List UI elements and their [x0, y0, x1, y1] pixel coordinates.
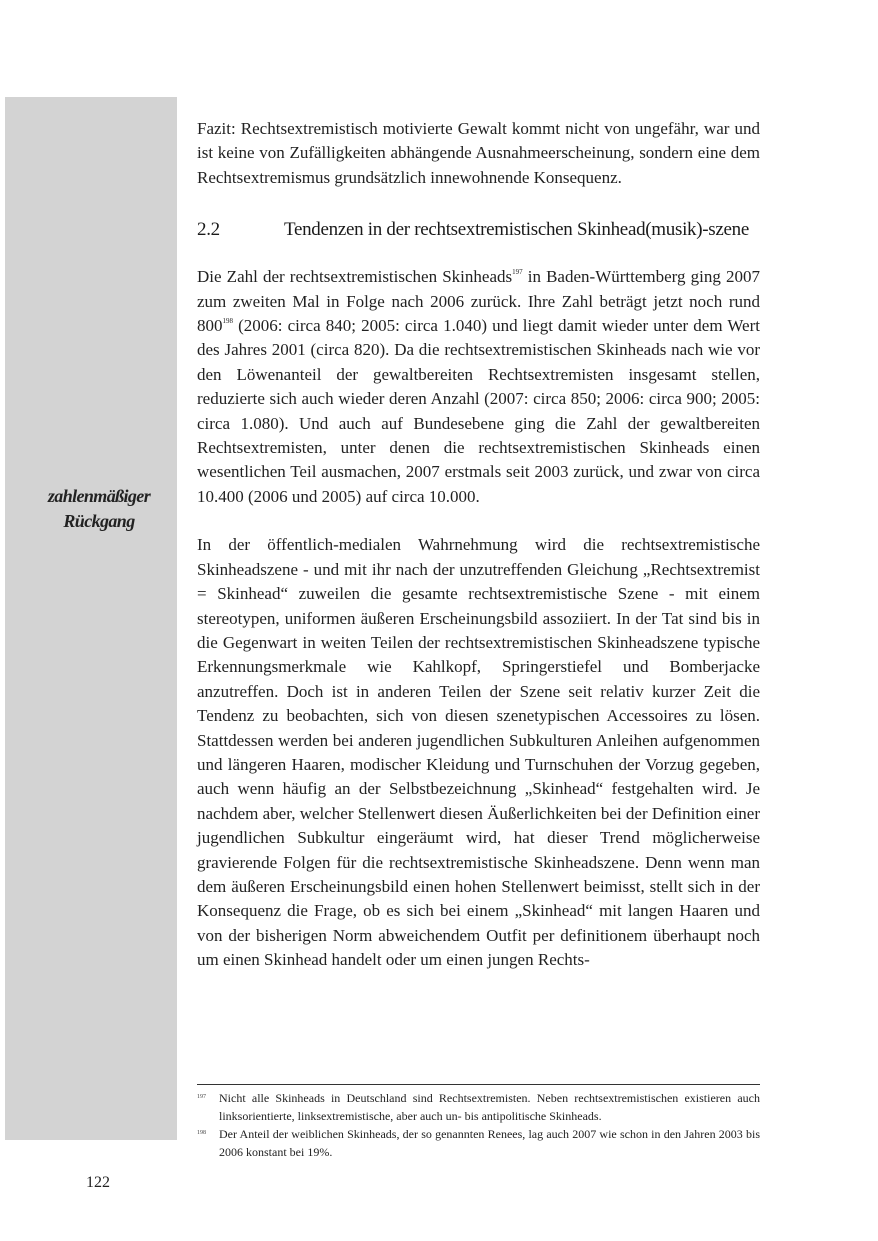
section-heading	[197, 217, 760, 243]
footnote-text: Der Anteil der weiblichen Skinheads, der so genannten Renees, lag auch 2007 wie schon in den Jahren 2003 bis 2006 konstant bei 19%.	[219, 1127, 760, 1159]
paragraph-text-part-1: Die Zahl der rechtsextremistischen Skinheads	[197, 267, 513, 287]
margin-note	[5, 484, 193, 534]
paragraph-text-part-3: (2006: circa 840; 2005: circa 1.040) und liegt damit wieder unter dem Wert des Jahres 2001 (circa 820). Da die rechtsextremistischen Skinheads nach wie vor den Löwenanteil der gewaltbereiten Rechtsextremisten insgesamt stellen, reduzierte sich auch wieder deren Anzahl (2007: circa 850; 2006: circa 900; 2005: circa 1.080). Und auch auf Bundesebene ging die Zahl der gewaltbereiten Rechtsextremisten, unter denen die rechtsextremistischen Skinheads einen wesentlichen Teil ausmachen, 2007 erstmals seit 2003 zurück, und zwar von circa 10.400 (2006 und 2005) auf circa 10.000.	[197, 316, 760, 506]
paragraph-fazit: Fazit: Rechtsextremistisch motivierte Gewalt kommt nicht von ungefähr, war und ist keine von Zufälligkeiten abhängende Ausnahmeerscheinung, sondern eine dem Rechtsextremismus grundsätzlich innewohnende Konsequenz.	[197, 119, 760, 187]
margin-note-line-1: zahlenmäßiger	[47, 486, 151, 506]
footnote-number: 197	[197, 1094, 206, 1100]
margin-band	[5, 97, 177, 1140]
paragraph-appearance: In der öffentlich-medialen Wahrnehmung wird die rechtsextremistische Skinheadszene - und mit ihr nach der unzutreffenden Gleichung „Rechtsextremist = Skinhead“ zuweilen die gesamte rechtsextremistische Szene - mit einem stereotypen, uniformen äußeren Erscheinungsbild assoziiert. In der Tat sind bis in die Gegenwart in weiten Teilen der rechtsextremistischen Skinheadszene typische Erkennungsmerkmale wie Kahlkopf, Springerstiefel und Bomberjacke anzutreffen. Doch ist in anderen Teilen der Szene seit relativ kurzer Zeit die Tendenz zu beobachten, sich von diesen szenetypischen Accessoires zu lösen. Stattdessen werden bei anderen jugendlichen Subkulturen Anleihen aufgenommen und längeren Haaren, modischer Kleidung und Turnschuhen der Vorzug gegeben, auch wenn häufig an der Selbstbezeichnung „Skinhead“ festgehalten wird. Je nachdem aber, welcher Stellenwert diesen Äußerlichkeiten bei der Definition einer jugendlichen Subkultur eingeräumt wird, hat dieser Trend möglicherweise gravierende Folgen für die rechtsextremistische Skinheadszene. Denn wenn man dem äußeren Erscheinungsbild einen hohen Stellenwert beimisst, stellt sich in der Konsequenz die Frage, ob es sich bei einem „Skinhead“ mit langen Haaren und von der bisherigen Norm abweichendem Outfit per definitionem überhaupt noch um einen Skinhead handelt oder um einen jungen Rechts-	[197, 535, 760, 970]
footnote-198	[197, 1126, 760, 1161]
margin-note-line-2: Rückgang	[63, 511, 135, 531]
paragraph-skinhead-numbers	[197, 265, 760, 509]
footnote-text: Nicht alle Skinheads in Deutschland sind Rechtsextremisten. Neben rechtsextremistischen existieren auch linksorientierte, linksextremistische, aber auch un- bis antipolitische Skinheads.	[219, 1091, 760, 1123]
section-number: 2.2	[197, 219, 220, 241]
footnote-ref-197[interactable]: 197	[512, 268, 523, 277]
footnotes	[197, 1084, 760, 1162]
footnote-197	[197, 1090, 760, 1125]
main-content	[197, 117, 760, 973]
footnote-number: 198	[197, 1130, 206, 1136]
footnote-ref-198[interactable]: 198	[222, 317, 233, 326]
page-number: 122	[86, 1174, 110, 1191]
paragraph-text-part-2: in Baden-Württemberg ging 2007 zum zweiten Mal in Folge nach 2006 zurück. Ihre Zahl beträgt jetzt noch rund 800	[197, 267, 760, 336]
section-title: Tendenzen in der rechtsextremistischen Skinhead(musik)-szene	[284, 219, 749, 241]
